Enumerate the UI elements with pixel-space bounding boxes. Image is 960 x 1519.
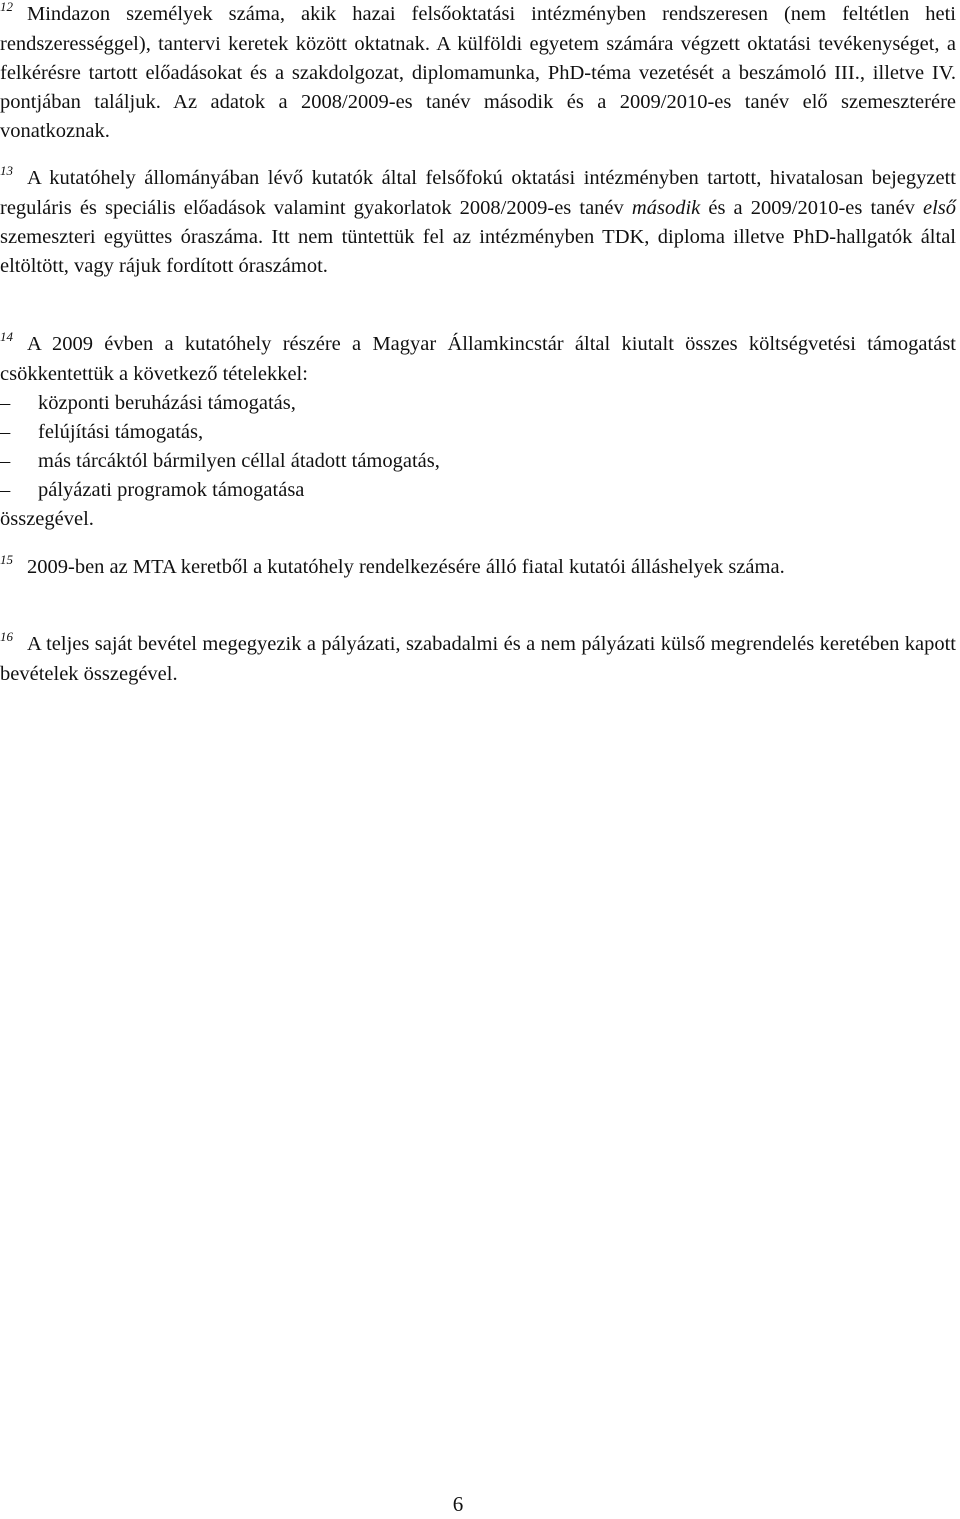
footnote-13 xyxy=(0,164,956,281)
list-item: – pályázati programok támogatása xyxy=(0,476,956,505)
footnote-14 xyxy=(0,330,956,534)
footnote-number: 16 xyxy=(0,629,13,644)
footnote-number: 12 xyxy=(0,0,13,14)
list-item: – felújítási támogatás, xyxy=(0,418,956,447)
footnote-italic-text: második xyxy=(631,197,701,219)
footnote-list xyxy=(0,389,956,505)
footnote-text: szemeszteri együttes óraszáma. Itt nem tüntettük fel az intézményben TDK, diploma illetve PhD-hallgatók által eltöltött, vagy rájuk fordított óraszámot. xyxy=(0,226,956,277)
footnote-intro xyxy=(0,330,956,389)
footnote-text: és a 2009/2010-es tanév xyxy=(700,197,923,219)
footnote-number: 13 xyxy=(0,163,13,178)
footnote-text: A kutatóhely állományában lévő kutatók által felsőfokú oktatási intézményben tartott, hivatalosan bejegyzett reguláris és speciális előadások valamint gyakorlatok 2008/2009-es tanév xyxy=(0,167,956,219)
footnote-16 xyxy=(0,630,956,689)
list-item: – központi beruházási támogatás, xyxy=(0,389,956,418)
footnote-text: A teljes saját bevétel megegyezik a pályázati, szabadalmi és a nem pályázati külső megrendelés keretében kapott bevételek összegével. xyxy=(0,633,956,685)
footnote-number: 14 xyxy=(0,329,13,344)
footnote-text: 2009-ben az MTA keretből a kutatóhely rendelkezésére álló fiatal kutatói álláshelyek száma. xyxy=(27,556,785,578)
page-number: 6 xyxy=(452,1492,464,1516)
footnote-15 xyxy=(0,553,956,583)
list-item: – más tárcáktól bármilyen céllal átadott támogatás, xyxy=(0,447,956,476)
footnote-italic-text: első xyxy=(922,197,956,219)
footnote-number: 15 xyxy=(0,552,13,567)
footnote-closing: összegével. xyxy=(0,508,94,530)
footnote-text: A 2009 évben a kutatóhely részére a Magyar Államkincstár által kiutalt összes költségvetési támogatást csökkentettük a következő tételekkel: xyxy=(0,333,956,385)
footnote-text: Mindazon személyek száma, akik hazai felsőoktatási intézményben rendszeresen (nem feltétlen heti rendszerességgel), tantervi keretek között oktatnak. A külföldi egyetem számára végzett oktatási tevékenységet, a felkérésre tartott előadásokat és a szakdolgozat, diplomamunka, PhD-téma vezetését a beszámoló III., illetve IV. pontjában találjuk. Az adatok a 2008/2009-es tanév második és a 2009/2010-es tanév elő szemeszterére vonatkoznak. xyxy=(0,3,956,142)
footnote-12 xyxy=(0,0,956,146)
